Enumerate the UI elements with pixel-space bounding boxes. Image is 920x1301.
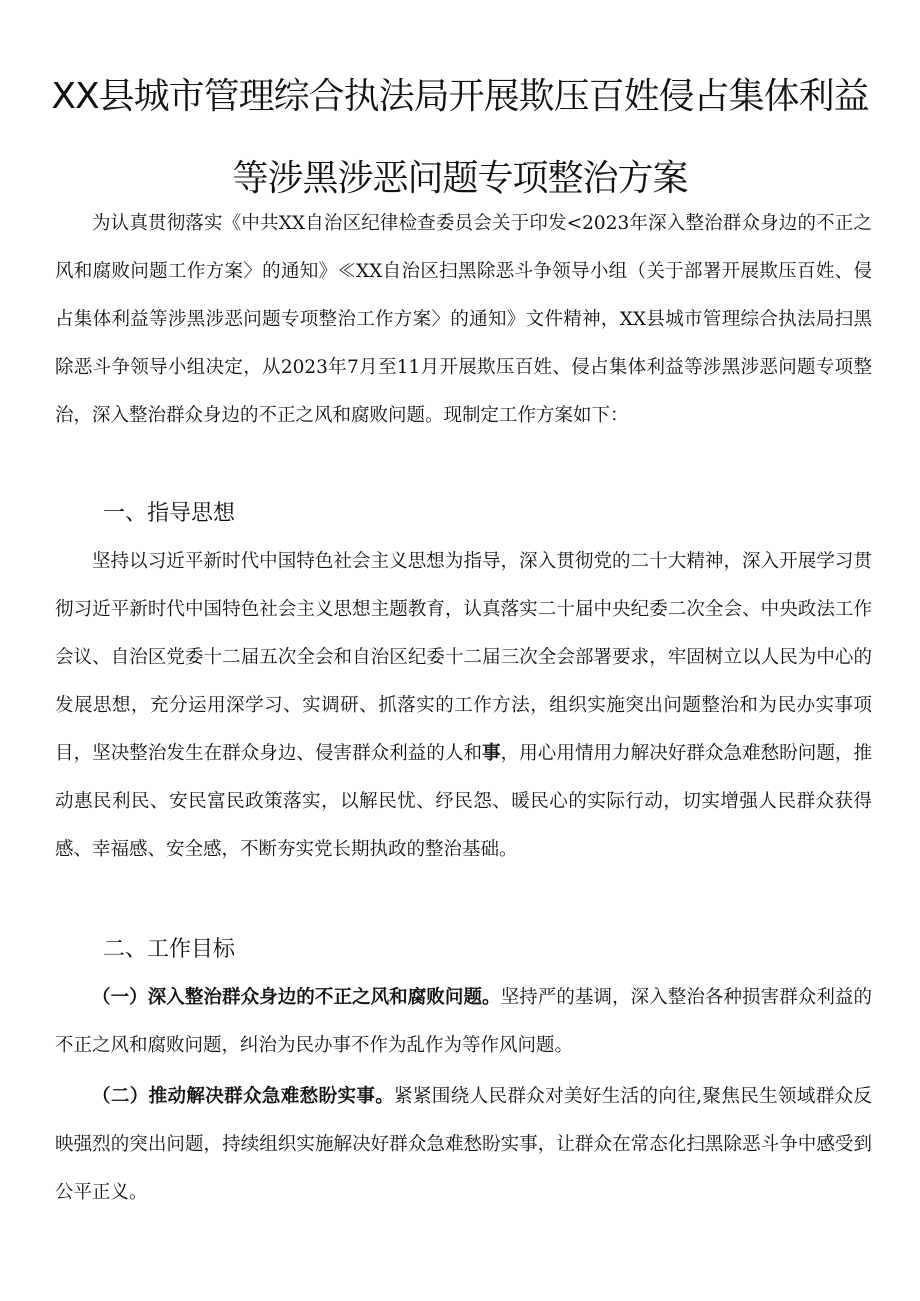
goal-item-2	[55, 1073, 872, 1217]
intro-paragraph: 为认真贯彻落实《中共XX自治区纪律检查委员会关于印发<2023年深入整治群众身边的不正之风和腐败问题工作方案〉的通知》≪XX自治区扫黑除恶斗争领导小组（关于部署开展欺压百姓、侵占集体利益等涉黑涉恶问题专项整治工作方案〉的通知》文件精神，XX县城市管理综合执法局扫黑除恶斗争领导小组决定，从2023年7月至11月开展欺压百姓、侵占集体利益等涉黑涉恶问题专项整治，深入整治群众身边的不正之风和腐败问题。现制定工作方案如下：	[55, 213, 872, 426]
title-line-1: XX县城市管理综合执法局开展欺压百姓侵占集体利益	[51, 76, 869, 117]
section-1-text-b: ，用心用情用力解决好群众急难愁盼问题，推动惠民利民、安民富民政策落实，以解民忧、纾民怨、暖民心的实际行动，切实增强人民群众获得感、幸福感、安全感，不断夯实党长期执政的整治基础。	[55, 743, 872, 860]
section-1-text-a: 坚持以习近平新时代中国特色社会主义思想为指导，深入贯彻党的二十大精神，深入开展学习贯彻习近平新时代中国特色社会主义思想主题教育，认真落实二十届中央纪委二次全会、中央政法工作会议、自治区党委十二届五次全会和自治区纪委十二届三次全会部署要求，牢固树立以人民为中心的发展思想，充分运用深学习、实调研、抓落实的工作方法，组织实施突出问题整治和为民办实事项目，坚决整治发生在群众身边、侵害群众利益的人和	[55, 551, 872, 764]
section-1-paragraph	[55, 538, 872, 874]
section-1-heading: 一、指导思想	[103, 501, 236, 526]
section-2-heading: 二、工作目标	[103, 937, 236, 962]
goal-item-1-text: 坚持严的基调，深入整治各种损害群众利益的不正之风和腐败问题，纠治为民办事不作为乱作为等作风问题。	[55, 987, 872, 1056]
title-line-2: 等涉黑涉恶问题专项整治方案	[232, 158, 688, 199]
goal-item-2-lead: （二）推动解决群众急难愁盼实事。	[92, 1086, 395, 1107]
document-title	[40, 56, 880, 220]
goal-item-2-text: 紧紧围绕人民群众对美好生活的向往,聚焦民生领域群众反映强烈的突出问题，持续组织实施解决好群众急难愁盼实事，让群众在常态化扫黑除恶斗争中感受到公平正义。	[55, 1086, 872, 1203]
goal-item-1	[55, 974, 872, 1070]
section-1-bold-char: 事	[482, 743, 501, 764]
goal-item-1-lead: （一）深入整治群众身边的不正之风和腐败问题。	[92, 987, 501, 1008]
